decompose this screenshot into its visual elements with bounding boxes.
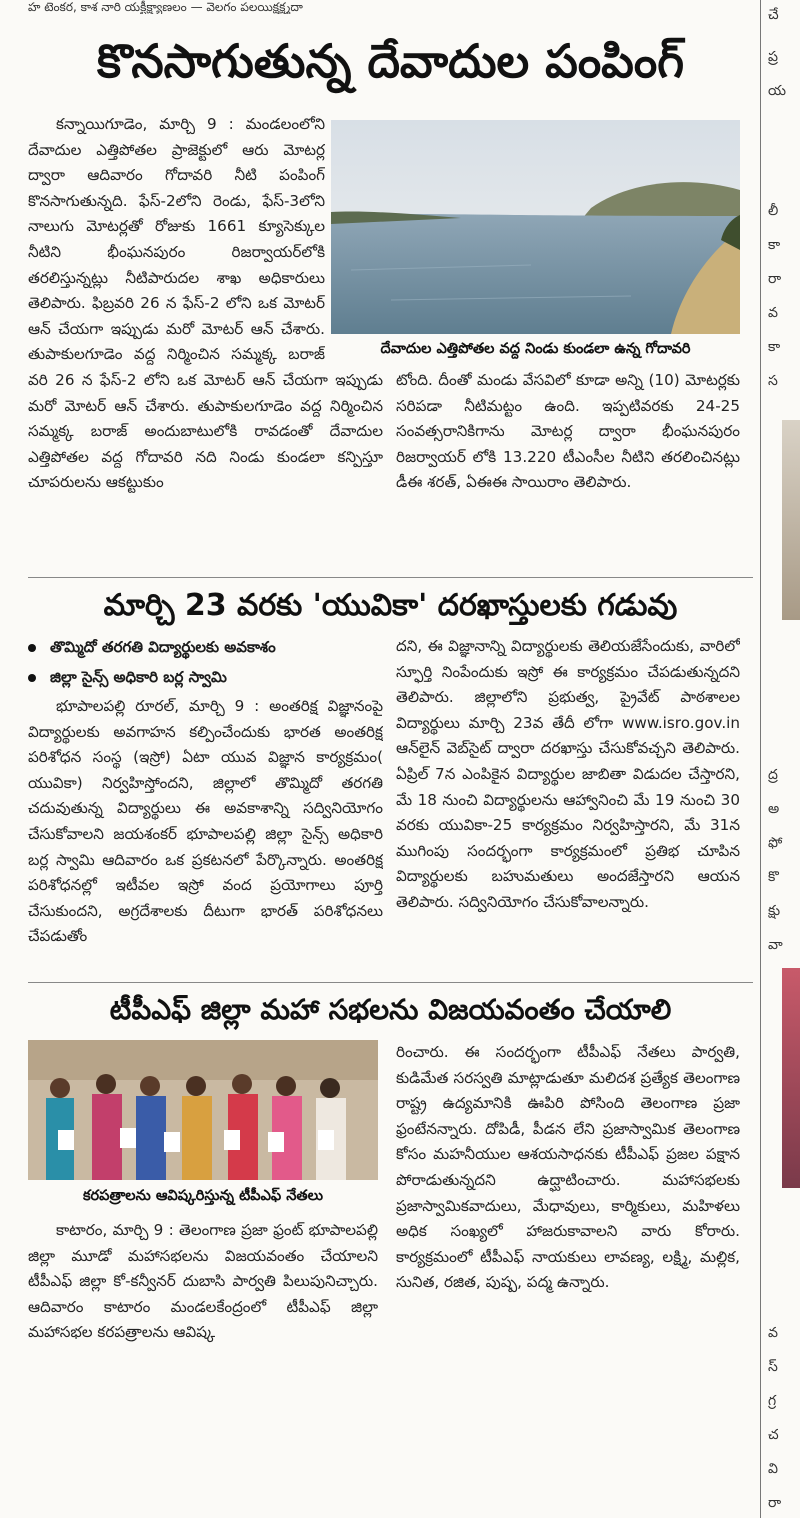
group-photo-svg: [28, 1040, 378, 1180]
adjacent-text: ద్ర: [768, 767, 778, 783]
adjacent-text: స్: [768, 1359, 778, 1375]
story2-bullet-1-text: తొమ్మిదో తరగతి విద్యార్థులకు అవకాశం: [50, 638, 276, 656]
story2-headline: మార్చి 23 వరకు 'యువికా' దరఖాస్తులకు గడువు: [103, 588, 678, 623]
adjacent-text: కా: [768, 237, 781, 253]
adjacent-text: చే: [768, 7, 779, 23]
adjacent-column-fragment: [764, 0, 800, 1518]
river-photo-caption: దేవాదుల ఎత్తిపోతల వద్ద నిండు కుండలా ఉన్న గోదావరి: [380, 341, 691, 357]
group-photo-caption: కరపత్రాలను ఆవిష్కరిస్తున్న టీపీఎఫ్ నేతలు: [82, 1188, 324, 1204]
column-rule: [760, 0, 761, 1518]
bullet-dot-icon: [28, 644, 36, 652]
adjacent-text: రా: [768, 271, 782, 287]
adjacent-text: అ: [768, 801, 780, 817]
divider-1: [28, 577, 753, 578]
adjacent-text: య: [768, 83, 787, 99]
story3-body-left: కాటారం, మార్చి 9 : తెలంగాణ ప్రజా ఫ్రంట్ భూపాలపల్లి జిల్లా మూడో మహాసభలను విజయవంతం చేయాలని టీపీఎఫ్ జిల్లా కో-కన్వీనర్ దుబాసి పార్వతి పిలుపునిచ్చారు. ఆదివారం కాటారం మండలకేంద్రంలో టీపీఎఫ్ జిల్లా మహాసభల కరపత్రాలను ఆవిష్క: [28, 1221, 378, 1342]
adjacent-text: ఫో: [768, 835, 783, 851]
group-photo: [28, 1040, 378, 1180]
adjacent-text: కా: [768, 339, 781, 355]
adjacent-text: గ్ర: [768, 1393, 777, 1409]
river-photo: [331, 120, 740, 334]
story3-headline: టీపీఎఫ్ జిల్లా మహా సభలను విజయవంతం చేయాలి: [109, 993, 672, 1026]
adjacent-text: చ: [768, 1427, 779, 1443]
story2-bullet-1: [28, 634, 398, 660]
adjacent-text: వా: [768, 937, 783, 953]
story1-body-left: కన్నాయిగూడెం, మార్చి 9 : మండలంలోని దేవాదుల ఎత్తిపోతల ప్రాజెక్టులో ఆరు మోటర్ల ద్వారా ఆదివారం గోదావరి నీటి పంపింగ్ కొనసాగుతున్నది. ఫేస్-2లోని రెండు, ఫేస్-3లోని నాలుగు మోటర్లతో రోజుకు 1661 క్యూసెక్కుల నీటిని భీంఘనపురం రిజర్వాయర్‌లోకి తరలిస్తున్నట్లు నీటిపారుదల శాఖ అధికారులు తెలిపారు. ఫిబ్రవరి 26 న ఫేస్-2 లోని ఒక మోటర్ ఆన్ చేయగా ఇప్పుడు మరో మోటర్ ఆన్ చేశారు. తుపాకులగూడెం వద్ద నిర్మించిన సమ్మక్క బరాజ్: [28, 115, 325, 364]
story2-body-left: భూపాలపల్లి రూరల్, మార్చి 9 : అంతరిక్ష విజ్ఞానంపై విద్యార్థులకు అవగాహన కల్పించేందుకు భారత అంతరిక్ష పరిశోధన సంస్థ (ఇస్రో) ఏటా యువ విజ్ఞాన కార్యక్రమం( యువికా) నిర్వహిస్తోందని, జిల్లాలో తొమ్మిదో తరగతి చదువుతున్న విద్యార్థులు ఈ అవకాశాన్ని సద్వినియోగం చేసుకోవాలని జయశంకర్ భూపాలపల్లి జిల్లా సైన్స్ అధికారి బర్ల స్వామి ఆదివారం ఒక ప్రకటనలో పేర్కొన్నారు. అంతరిక్ష పరిశోధనల్లో ఇటీవల ఇస్రో వంద ప్రయోగాలు పూర్తి చేసుకుందని, అగ్రదేశాలకు దీటుగా భారత్ పరిశోధనలు చేపడుతోం: [28, 697, 383, 946]
adjacent-text: స: [768, 373, 778, 389]
story3-body-right: రించారు. ఈ సందర్భంగా టీపీఎఫ్ నేతలు పార్వతి, కుడిమేత సరస్వతి మాట్లాడుతూ మలిదశ ప్రత్యేక తెలంగాణ రాష్ట్ర ఉద్యమానికి ఊపిరి పోసింది తెలంగాణ ప్రజా ఫ్రంటేనన్నారు. దోపిడీ, పీడన లేని ప్రజాస్వామిక తెలంగాణ కోసం మహనీయుల ఆశయసాధనకు టీపీఎఫ్ ప్రజల పక్షాన పోరాడుతున్నదని ఉద్ఘాటించారు. మహాసభలకు ప్రజాస్వామికవాదులు, మేధావులు, కార్మికులు, మహిళలు అధిక సంఖ్యలో హాజరుకావాలని వారు కోరారు. కార్యక్రమంలో టీపీఎఫ్ నాయకులు లావణ్య, లక్ష్మి, మల్లిక, సునిత, రజిత, పుష్ప, పద్మ ఉన్నారు.: [396, 1043, 740, 1292]
story2-bullet-2: [28, 664, 398, 690]
divider-2: [28, 982, 753, 983]
river-photo-svg: [331, 120, 740, 334]
adjacent-photo: [782, 420, 800, 620]
adjacent-text: వ: [768, 1325, 778, 1341]
story2-bullet-2-text: జిల్లా సైన్స్ అధికారి బర్ల స్వామి: [50, 668, 227, 686]
story1-body-bottom-left-text: వరి 26 న ఫేస్-2 లోని ఒక మోటర్ ఆన్ చేయగా ఇప్పుడు మరో మోటర్ ఆన్ చేశారు. తుపాకులగూడెం వద్ద నిర్మించిన సమ్మక్క బరాజ్ అందుబాటులోకి రావడంతో దేవాదుల ఎత్తిపోతల వద్ద గోదావరి నది నిండు కుండలా కన్పిస్తూ చూపరులను ఆకట్టుకుం: [28, 371, 383, 492]
bullet-dot-icon: [28, 674, 36, 682]
top-strip-text: హ టెంకర, కాశ నారి యక్టీక్ష్యాణలం — వెలగం పలయిక్షక్ష్మదా: [28, 0, 303, 14]
adjacent-text: రా: [768, 1495, 782, 1511]
adjacent-photo: [782, 968, 800, 1188]
story2-body-right: దని, ఈ విజ్ఞానాన్ని విద్యార్థులకు తెలియజేసేందుకు, వారిలో స్ఫూర్తి నింపేందుకు ఇస్రో ఈ కార్యక్రమం చేపడుతున్నదని తెలిపారు. జిల్లాలోని ప్రభుత్వ, ప్రైవేట్ పాఠశాలల విద్యార్థులు మార్చి 23వ తేదీ లోగా www.isro.gov.in ఆన్‌లైన్ వెబ్‌సైట్ ద్వారా దరఖాస్తు చేసుకోవచ్చని తెలిపారు. ఏప్రిల్ 7న ఎంపికైన విద్యార్థుల జాబితా విడుదల చేస్తారని, మే 18 నుంచి విద్యార్థులను ఆహ్వానించి మే 19 నుంచి 30 వరకు యువికా-25 కార్యక్రమం నిర్వహిస్తారని, మే 31న ముగింపు సందర్భంగా కార్యక్రమంలో ప్రతిభ చూపిన విద్యార్థులకు బహుమతులు అందజేస్తారని ఆయన తెలిపారు. సద్వినియోగం చేసుకోవాలన్నారు.: [396, 637, 740, 911]
adjacent-text: కొ: [768, 869, 779, 885]
adjacent-text: వి: [768, 1461, 778, 1477]
adjacent-text: ప్ర: [768, 49, 778, 65]
story1-body-bottom-left: [28, 368, 383, 573]
adjacent-text: వ: [768, 305, 778, 321]
adjacent-text: క్షు: [768, 903, 781, 919]
story1-body-right: టోంది. దీంతో మండు వేసవిలో కూడా అన్ని (10) మోటర్లకు సరిపడా నీటిమట్టం ఉంది. ఇప్పటివరకు 24-25 సంవత్సరానికిగాను మోటర్ల ద్వారా భీంఘనపురం రిజర్వాయర్ లోకి 13.220 టీఎంసీల నీటిని తరలించినట్లు డీఈ శరత్, ఏఈఈ సాయిరాం తెలిపారు.: [396, 371, 740, 492]
adjacent-text: లీ: [768, 203, 779, 219]
story1-headline: కొనసాగుతున్న దేవాదుల పంపింగ్: [96, 34, 685, 88]
